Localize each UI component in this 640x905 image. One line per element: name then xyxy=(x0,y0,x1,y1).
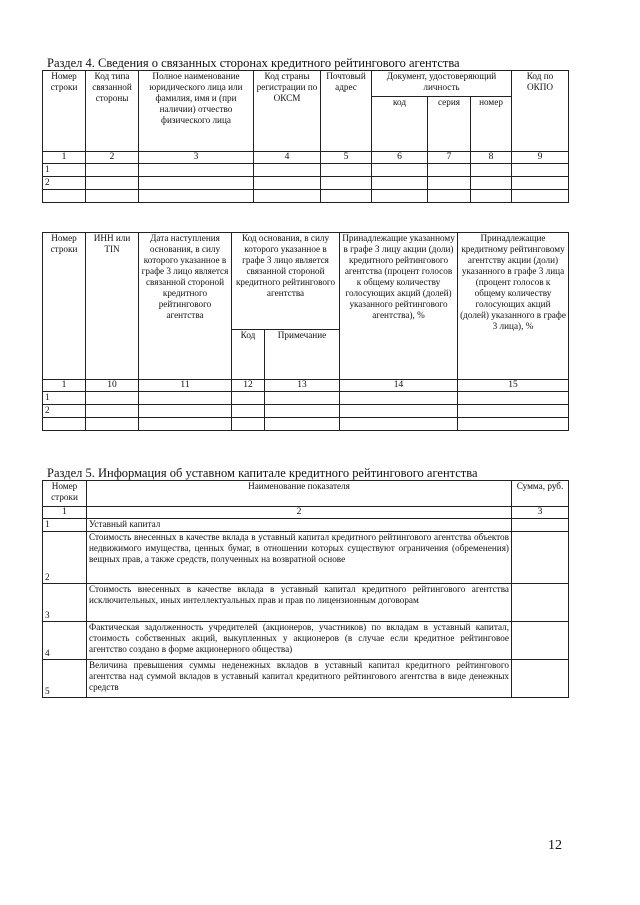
column-number: 7 xyxy=(428,152,471,164)
table-row xyxy=(43,584,569,622)
column-number: 10 xyxy=(86,380,139,392)
header-row-number: Номер строки xyxy=(43,481,87,507)
amount-cell xyxy=(512,519,569,532)
table-row xyxy=(43,660,569,698)
column-number: 12 xyxy=(232,380,265,392)
header-date-basis: Дата наступления основания, в силу которого указанное в графе 3 лицо является связанной стороной кредитного рейтингового агентства xyxy=(139,233,232,380)
header-okpo-code: Код по ОКПО xyxy=(512,71,569,152)
header-full-name: Полное наименование юридического лица или фамилия, имя и (при наличии) отчество физического лица xyxy=(139,71,254,152)
amount-cell xyxy=(512,532,569,584)
header-doc-code: код xyxy=(372,97,428,152)
indicator-text: Стоимость внесенных в качестве вклада в уставный капитал кредитного рейтингового агентства объектов недвижимого имущества, ценных бумаг, в отношении которых существуют ограничения (обременения) вещных прав, а также средств, полученных на возвратной основе xyxy=(87,532,512,584)
table-row xyxy=(43,622,569,660)
row-number: 1 xyxy=(43,392,86,405)
column-number: 2 xyxy=(87,507,512,519)
header-party-type-code: Код типа связанной стороны xyxy=(86,71,139,152)
row-number: 5 xyxy=(43,660,87,698)
header-row-number: Номер строки xyxy=(43,71,86,152)
header-basis-code: Код xyxy=(232,330,265,380)
related-parties-table-2 xyxy=(42,232,569,431)
column-number: 1 xyxy=(43,507,87,519)
column-number: 3 xyxy=(139,152,254,164)
table-row xyxy=(43,519,569,532)
header-indicator: Наименование показателя xyxy=(87,481,512,507)
column-number: 1 xyxy=(43,380,86,392)
table-row xyxy=(43,392,569,405)
section5-title: Раздел 5. Информация об уставном капитале кредитного рейтингового агентства xyxy=(47,466,478,480)
row-number: 4 xyxy=(43,622,87,660)
column-number: 5 xyxy=(321,152,372,164)
header-shares-of-party: Принадлежащие указанному в графе 3 лицу акции (доли) кредитного рейтингового агентства (процент голосов к общему количеству голосующих акций (долей) указанного рейтингового агентства), % xyxy=(340,233,458,380)
header-country-code: Код страны регистрации по ОКСМ xyxy=(254,71,321,152)
row-number: 1 xyxy=(43,519,87,532)
row-number: 3 xyxy=(43,584,87,622)
header-basis-code-group: Код основания, в силу которого указанное в графе 3 лицо является связанной стороной кредитного рейтингового агентства xyxy=(232,233,340,330)
indicator-text: Фактическая задолженность учредителей (акционеров, участников) по вкладам в уставный капитал, стоимость собственных акций, выкупленных у акционеров (в случае если кредитное рейтинговое агентство создано в форме акционерного общества) xyxy=(87,622,512,660)
row-number: 1 xyxy=(43,164,86,177)
table-row xyxy=(43,164,569,177)
row-number xyxy=(43,190,86,203)
table-row xyxy=(43,190,569,203)
column-number: 4 xyxy=(254,152,321,164)
header-inn: ИНН или TIN xyxy=(86,233,139,380)
column-number: 3 xyxy=(512,507,569,519)
header-shares-of-agency: Принадлежащие кредитному рейтинговому агентству акции (доли) указанного в графе 3 лица (процент голосов к общему количеству голосующих акций (долей) указанного в графе 3 лица), % xyxy=(458,233,569,380)
section4-title: Раздел 4. Сведения о связанных сторонах кредитного рейтингового агентства xyxy=(47,56,460,70)
table-row xyxy=(43,532,569,584)
header-doc-number: номер xyxy=(471,97,512,152)
table-row xyxy=(43,177,569,190)
row-number xyxy=(43,418,86,431)
header-identity-document: Документ, удостоверяющий личность xyxy=(372,71,512,97)
indicator-text: Величина превышения суммы неденежных вкладов в уставный капитал кредитного рейтингового агентства над суммой вкладов в уставный капитал кредитного рейтингового агентства в виде денежных средств xyxy=(87,660,512,698)
row-number: 2 xyxy=(43,532,87,584)
indicator-text: Уставный капитал xyxy=(87,519,512,532)
row-number: 2 xyxy=(43,177,86,190)
column-number: 2 xyxy=(86,152,139,164)
charter-capital-table xyxy=(42,480,569,698)
header-amount: Сумма, руб. xyxy=(512,481,569,507)
column-number: 8 xyxy=(471,152,512,164)
amount-cell xyxy=(512,584,569,622)
header-basis-note: Примечание xyxy=(265,330,340,380)
amount-cell xyxy=(512,622,569,660)
header-row-number: Номер строки xyxy=(43,233,86,380)
indicator-text: Стоимость внесенных в качестве вклада в уставный капитал кредитного рейтингового агентства исключительных, иных интеллектуальных прав и прав по лицензионным договорам xyxy=(87,584,512,622)
header-doc-series: серия xyxy=(428,97,471,152)
row-number: 2 xyxy=(43,405,86,418)
header-postal-address: Почтовый адрес xyxy=(321,71,372,152)
column-number: 14 xyxy=(340,380,458,392)
column-number: 15 xyxy=(458,380,569,392)
column-number: 13 xyxy=(265,380,340,392)
column-number: 1 xyxy=(43,152,86,164)
table-row xyxy=(43,418,569,431)
page-number: 12 xyxy=(548,838,562,853)
column-number: 11 xyxy=(139,380,232,392)
table-row xyxy=(43,405,569,418)
amount-cell xyxy=(512,660,569,698)
column-number: 6 xyxy=(372,152,428,164)
column-number: 9 xyxy=(512,152,569,164)
related-parties-table-1 xyxy=(42,70,569,203)
